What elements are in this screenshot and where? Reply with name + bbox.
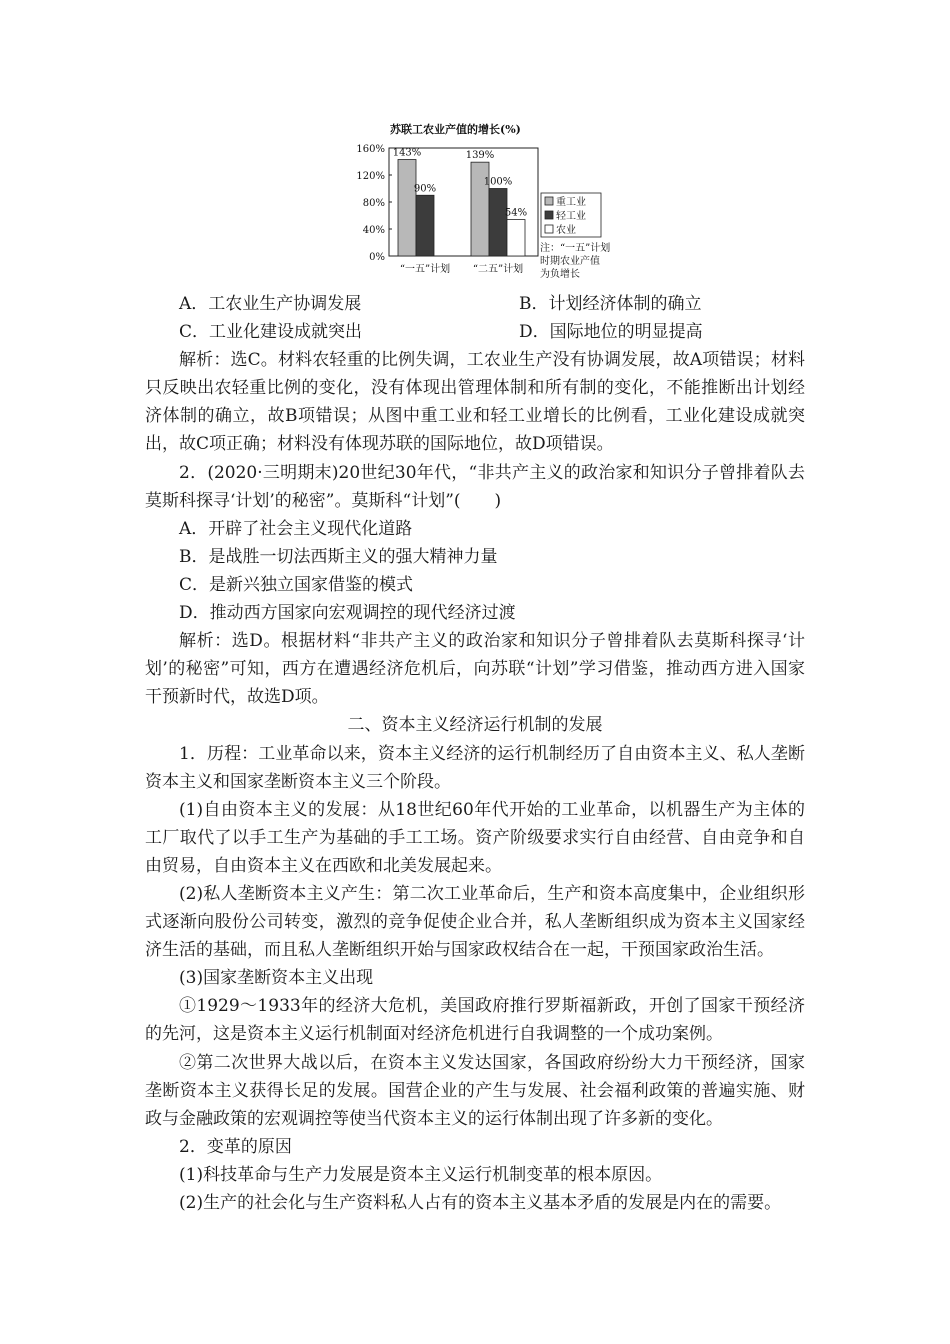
legend-label: 轻工业 xyxy=(556,211,586,222)
q1-options-row-2 xyxy=(145,318,805,346)
section-paragraph-5: ①1929～1933年的经济大危机，美国政府推行罗斯福新政，开创了国家干预经济的先河，这是资本主义运行机制面对经济危机进行自我调整的一个成功案例。 xyxy=(145,996,805,1045)
section-heading: 二、资本主义经济运行机制的发展 xyxy=(347,715,603,736)
legend-swatch xyxy=(545,197,553,205)
bar xyxy=(398,159,416,256)
q2-option-d: D．推动西方国家向宏观调控的现代经济过渡 xyxy=(179,603,516,624)
section-paragraph-3: (2)私人垄断资本主义产生：第二次工业革命后，生产和资本高度集中，企业组织形式逐渐向股份公司转变，激烈的竞争促使企业合并，私人垄断组织成为资本主义国家经济生活的基础，而且私人垄断组织开始与国家政权结合在一起，干预国家政治生活。 xyxy=(145,883,805,961)
chart-title: 苏联工农业产值的增长(%) xyxy=(390,123,521,136)
legend-swatch xyxy=(545,211,553,219)
q1-option-c: C．工业化建设成就突出 xyxy=(179,322,363,343)
section-paragraph-9: (2)生产的社会化与生产资料私人占有的资本主义基本矛盾的发展是内在的需要。 xyxy=(179,1193,782,1213)
q1-option-a: A．工农业生产协调发展 xyxy=(179,294,362,314)
section-paragraph-8: (1)科技革命与生产力发展是资本主义运行机制变革的根本原因。 xyxy=(179,1164,663,1185)
q1-analysis: 解析：选C。材料农轻重的比例失调，工农业生产没有协调发展，故A项错误；材料只反映出农轻重比例的变化，没有体现出管理体制和所有制的变化，不能推断出计划经济体制的确立，故B项错误；从图中重工业和轻工业增长的比例看，工业化建设成就突出，故C项正确；材料没有体现苏联的国际地位，故D项错误。 xyxy=(145,350,805,455)
bar-value-label: 54% xyxy=(504,207,528,219)
chart-note-line: 为负增长 xyxy=(540,269,580,280)
q2-option-b: B．是战胜一切法西斯主义的强大精神力量 xyxy=(179,546,498,567)
bar-chart xyxy=(350,118,650,290)
legend-swatch xyxy=(545,225,553,233)
x-tick-label: “二五”计划 xyxy=(472,264,524,275)
bar xyxy=(416,195,434,256)
chart-note-line: 时期农业产值 xyxy=(540,256,600,267)
q1-options-row-1 xyxy=(145,290,805,318)
x-tick-label: “一五”计划 xyxy=(399,264,451,275)
q2-analysis: 解析：选D。根据材料“非共产主义的政治家和知识分子曾排着队去莫斯科探寻‘计划’的秘密”可知，西方在遭遇经济危机后，向苏联“计划”学习借鉴，推动西方进入国家干预新时代，故选D项。 xyxy=(145,631,805,708)
q1-option-b: B．计划经济体制的确立 xyxy=(519,294,702,314)
y-tick-label: 160% xyxy=(356,144,385,155)
legend-label: 农业 xyxy=(556,225,576,236)
section-paragraph-7: 2．变革的原因 xyxy=(179,1136,292,1157)
legend-label: 重工业 xyxy=(556,197,586,208)
y-tick-label: 0% xyxy=(369,252,385,263)
bar-value-label: 90% xyxy=(413,183,437,195)
y-tick-label: 80% xyxy=(362,198,385,209)
q2-option-a: A．开辟了社会主义现代化道路 xyxy=(179,518,413,539)
chart-svg xyxy=(350,118,650,290)
bar-value-label: 143% xyxy=(392,147,422,159)
y-tick-label: 40% xyxy=(362,225,385,236)
q1-option-d: D．国际地位的明显提高 xyxy=(519,322,703,343)
q2-stem: 2．(2020·三明期末)20世纪30年代，“非共产主义的政治家和知识分子曾排着队去莫斯科探寻‘计划’的秘密”。莫斯科“计划”( ) xyxy=(145,462,805,511)
bar xyxy=(489,189,507,257)
y-tick-label: 120% xyxy=(356,171,385,182)
section-paragraph-4: (3)国家垄断资本主义出现 xyxy=(179,968,374,989)
section-paragraph-2: (1)自由资本主义的发展：从18世纪60年代开始的工业革命，以机器生产为主体的工厂取代了以手工生产为基础的手工工场。资产阶级要求实行自由经营、自由竞争和自由贸易，自由资本主义在西欧和北美发展起来。 xyxy=(145,799,805,876)
section-paragraph-6: ②第二次世界大战以后，在资本主义发达国家，各国政府纷纷大力干预经济，国家垄断资本主义获得长足的发展。国营企业的产生与发展、社会福利政策的普遍实施、财政与金融政策的宏观调控等使当代资本主义的运行体制出现了许多新的变化。 xyxy=(145,1052,805,1129)
bar-value-label: 100% xyxy=(483,176,513,188)
bar-value-label: 139% xyxy=(465,150,495,162)
bar xyxy=(507,220,525,256)
section-paragraph-1: 1．历程：工业革命以来，资本主义经济的运行机制经历了自由资本主义、私人垄断资本主义和国家垄断资本主义三个阶段。 xyxy=(145,743,805,792)
chart-note-line: 注：“一五”计划 xyxy=(540,243,611,254)
content xyxy=(145,290,805,1217)
q2-option-c: C．是新兴独立国家借鉴的模式 xyxy=(179,574,414,595)
